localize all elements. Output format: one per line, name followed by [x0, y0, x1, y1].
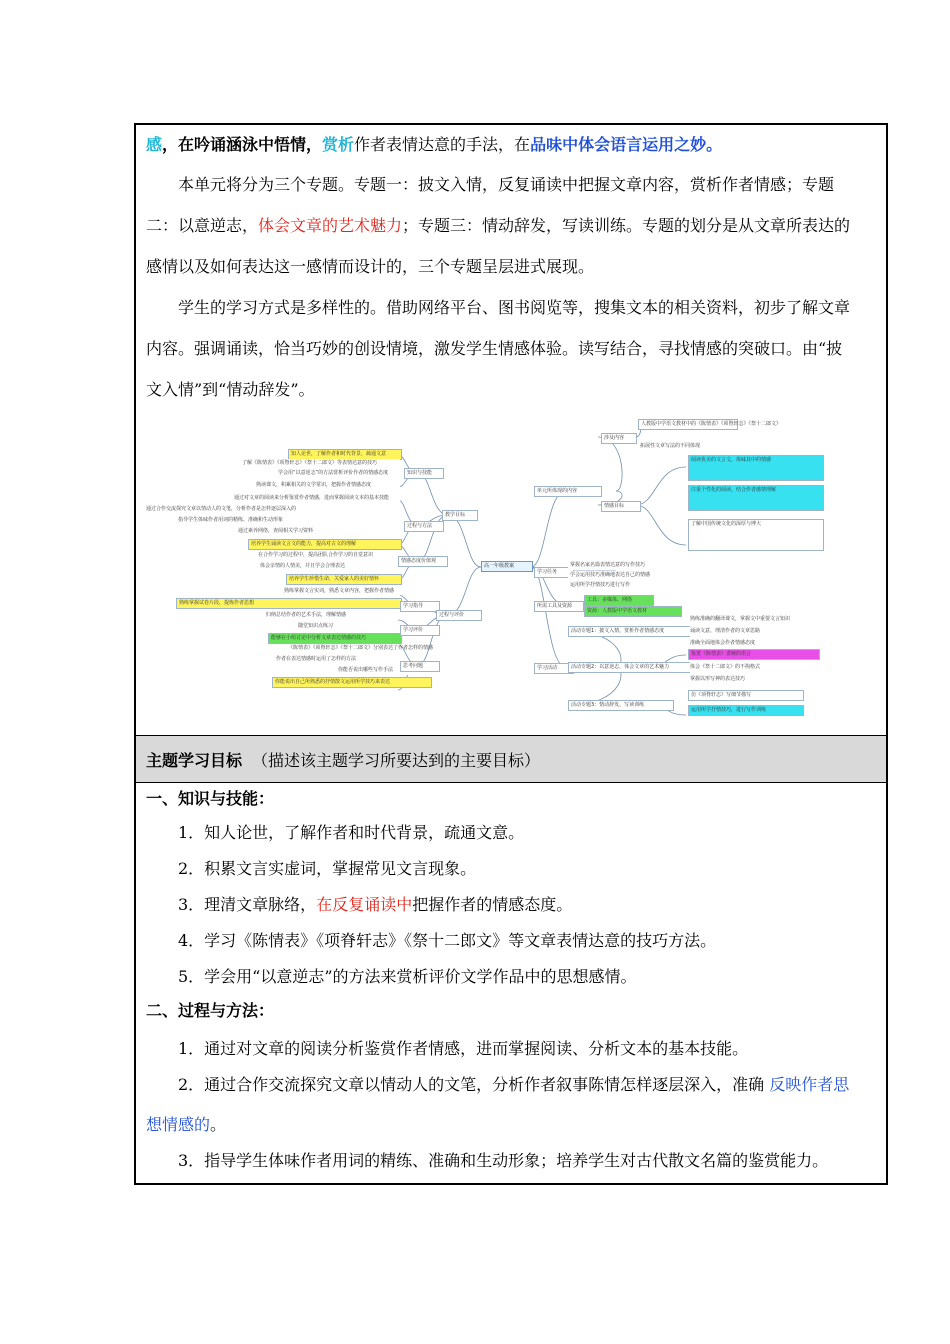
mind-map-hub: 学习任务 — [534, 567, 574, 578]
mind-map-leaf: 掌握以形写神的表达技巧 — [688, 675, 802, 684]
mind-map-leaf: 鉴赏《陈情表》委婉的语言 — [688, 649, 820, 660]
mind-map-leaf: 注重个性化的阅读，结合作者感情理解 — [688, 485, 824, 511]
mind-map-leaf: 《陈情表》《项脊轩志》《祭十二郎文》分别表达了作者怎样的情感 — [288, 645, 434, 651]
mind-map-hub: 过程与评价 — [436, 610, 482, 621]
mind-map-leaf: 掌握名家名篇表情达意的写作技巧 — [568, 561, 682, 570]
mind-map-leaf: 体会亲情的人情美，并且学会合理表达 — [258, 562, 400, 571]
mind-map-leaf: 资源：人教版中学语文教材 — [584, 606, 682, 617]
mind-map-leaf: 通过合作交流探究文章以情动人的文笔，分析作者是怎样逐层深入的 — [144, 505, 400, 514]
goals-body — [136, 783, 886, 1183]
mind-map-leaf: 熟练掌握试卷片段，提炼作者思想 — [176, 598, 402, 609]
mind-map-hub: 教学目标 — [442, 510, 478, 521]
mind-map-leaf: 体会《祭十二郎文》的不拘格式 — [688, 663, 848, 672]
mind-map-leaf: 诵读文意，理清作者的文章思路 — [688, 627, 804, 636]
goal-item: 5．学会用“以意逆志”的方法来赏析评价文学作品中的思想感情。 — [178, 967, 637, 986]
mind-map-leaf: 在合作学习的过程中，提高团队合作学习的自觉意识 — [256, 551, 400, 560]
document-table — [134, 123, 888, 1185]
mind-map-branch: 知识与技能 — [404, 468, 444, 479]
mind-map-leaf: 随堂知识点练习 — [296, 622, 400, 631]
mind-map-leaf: 你能否说出哪些写作手法 — [336, 666, 426, 675]
goal-item: 2．通过合作交流探究文章以情动人的文笔，分析作者叙事陈情怎样逐层深入，准确 反映作者思 — [178, 1075, 850, 1094]
mind-map-leaf: 运用所学抒情技巧，进行写作训练 — [688, 705, 804, 716]
mind-map-leaf: 知人论世，了解作者和时代背景，疏通文意 — [288, 449, 402, 460]
mind-map — [136, 415, 886, 730]
goals-description: （描述该主题学习所要达到的主要目标） — [252, 751, 541, 770]
mind-map-branch: 涉及内容 — [601, 433, 637, 444]
unit-description-cell — [136, 125, 886, 735]
goals-title: 主题学习目标 — [146, 751, 243, 770]
mind-map-leaf: 熟读课文，积累相关的文学常识，把握作者情感态度 — [254, 481, 400, 490]
goal-item: 2．积累文言实虚词，掌握常见文言现象。 — [178, 859, 477, 878]
mind-map-leaf: 熟练掌握文言实词，熟悉文章内容，把握作者情感 — [282, 587, 400, 596]
mind-map-leaf: 作者在表达情感时运用了怎样的方法 — [274, 655, 400, 664]
mind-map-leaf: 工具：多媒体、网络 — [584, 595, 654, 606]
goal-item: 1．知人论世，了解作者和时代背景，疏通文意。 — [178, 823, 525, 842]
mind-map-leaf: 指导学生体味作者用词的精练、准确和生动形象 — [176, 516, 400, 525]
goal-item: 4．学习《陈情表》《项脊轩志》《祭十二郎文》等文章表情达意的技巧方法。 — [178, 931, 717, 950]
mind-map-leaf: 归纳总结作者的艺术手法，理解情感 — [264, 611, 388, 620]
mind-map-leaf: 你能说出自己所熟悉的抒情散文运用所学技巧来表达 — [272, 677, 432, 688]
section-process-title: 二、过程与方法： — [146, 1001, 275, 1020]
mind-map-branch: 学习指导 — [400, 601, 440, 612]
intro-line-1: 感，在吟诵涵泳中悟情，赏析作者表情达意的手法，在品味中体会语言运用之妙。 — [146, 135, 723, 154]
mind-map-leaf: 学会运用技巧准确地表达自己的情感 — [568, 571, 682, 580]
mind-map-leaf: 学会用“以意逆志”的方法赏析评价作者的情感态度 — [276, 469, 400, 478]
mind-map-branch: 情感目标 — [601, 501, 641, 512]
mind-map-leaf: 培养学生诵读文言文的能力，提高对古文的理解 — [248, 539, 402, 550]
mind-map-leaf: 仿《项脊轩志》写细节描写 — [688, 690, 804, 701]
para3-line-3: 文入情”到“情动辞发”。 — [146, 380, 315, 399]
mind-map-hub: 学习活动 — [534, 663, 574, 674]
mind-map-leaf: 了解中国传统文化的深厚与博大 — [688, 519, 824, 551]
mind-map-branch: 活动专题3：情动辞发，写读训练 — [568, 700, 674, 711]
para2-line-2: 二：以意逆志，体会文章的艺术魅力；专题三：情动辞发，写读训练。专题的划分是从文章所表达的 — [146, 216, 851, 235]
section-knowledge-title: 一、知识与技能： — [146, 789, 275, 808]
mind-map-center: 高一年级教案 — [481, 561, 533, 572]
mind-map-leaf: 熟练准确的翻译课文，掌握文中重要文言知识 — [688, 615, 804, 624]
mind-map-hub: 所需工具及资源 — [534, 601, 584, 612]
mind-map-branch: 活动专题2：以意逆志，体会文章的艺术魅力 — [568, 662, 690, 673]
mind-map-branch: 学习评价 — [400, 625, 440, 636]
goal-item: 3．指导学生体味作者用词的精练、准确和生动形象；培养学生对古代散文名篇的鉴赏能力。 — [178, 1151, 829, 1170]
mind-map-leaf: 通过对文章的阅读来分析鉴赏作者情感，进而掌握阅读文本的基本技能 — [232, 494, 400, 503]
mind-map-hub: 单元所体现的内容 — [534, 486, 602, 497]
para2-line-3: 感情以及如何表达这一感情而设计的，三个专题呈层进式展现。 — [146, 257, 595, 276]
para3-line-2: 内容。强调诵读，恰当巧妙的创设情境，激发学生情感体验。读写结合，寻找情感的突破口。由“披 — [146, 339, 843, 358]
mind-map-branch: 活动专题1：披文入情，赏析作者情感态度 — [568, 626, 690, 637]
mind-map-leaf: 了解《陈情表》《项脊轩志》《祭十二郎文》等表情达意的技巧 — [240, 459, 400, 468]
mind-map-branch: 情感态度价值观 — [398, 556, 448, 567]
mind-map-leaf: 运用所学抒情技巧进行写作 — [568, 581, 698, 590]
mind-map-branch: 思考问题 — [400, 661, 440, 672]
mind-map-leaf: 人教版中学语文教材中的《陈情表》《项脊轩志》《祭十二郎文》 — [638, 419, 738, 430]
mind-map-leaf: 拓展性文章写法的不同体现 — [638, 442, 736, 451]
para2-line-1: 本单元将分为三个专题。专题一：披文入情，反复诵读中把握文章内容，赏析作者情感；专题 — [178, 175, 835, 194]
mind-map-leaf: 准确全面地体会作者情感态度 — [688, 639, 804, 648]
goal-item: 3．理清文章脉络，在反复诵读中把握作者的情感态度。 — [178, 895, 573, 914]
mind-map-branch: 过程与方法 — [404, 521, 444, 532]
mind-map-leaf: 阅读优美的文言文，体味其中的情感 — [688, 455, 824, 481]
mind-map-leaf: 通过素养网络，查阅相关学习资料 — [236, 527, 400, 536]
para3-line-1: 学生的学习方式是多样性的。借助网络平台、图书阅览等，搜集文本的相关资料，初步了解文章 — [178, 298, 851, 317]
goal-item-continued: 想情感的。 — [146, 1115, 227, 1134]
goals-header-row — [136, 735, 886, 783]
mind-map-leaf: 能够在小组讨论中分析文章表达情感的技巧 — [268, 633, 402, 644]
mind-map-leaf: 培养学生珍惜生命，关爱家人的美好情怀 — [286, 574, 402, 585]
goal-item: 1．通过对文章的阅读分析鉴赏作者情感，进而掌握阅读、分析文本的基本技能。 — [178, 1039, 749, 1058]
